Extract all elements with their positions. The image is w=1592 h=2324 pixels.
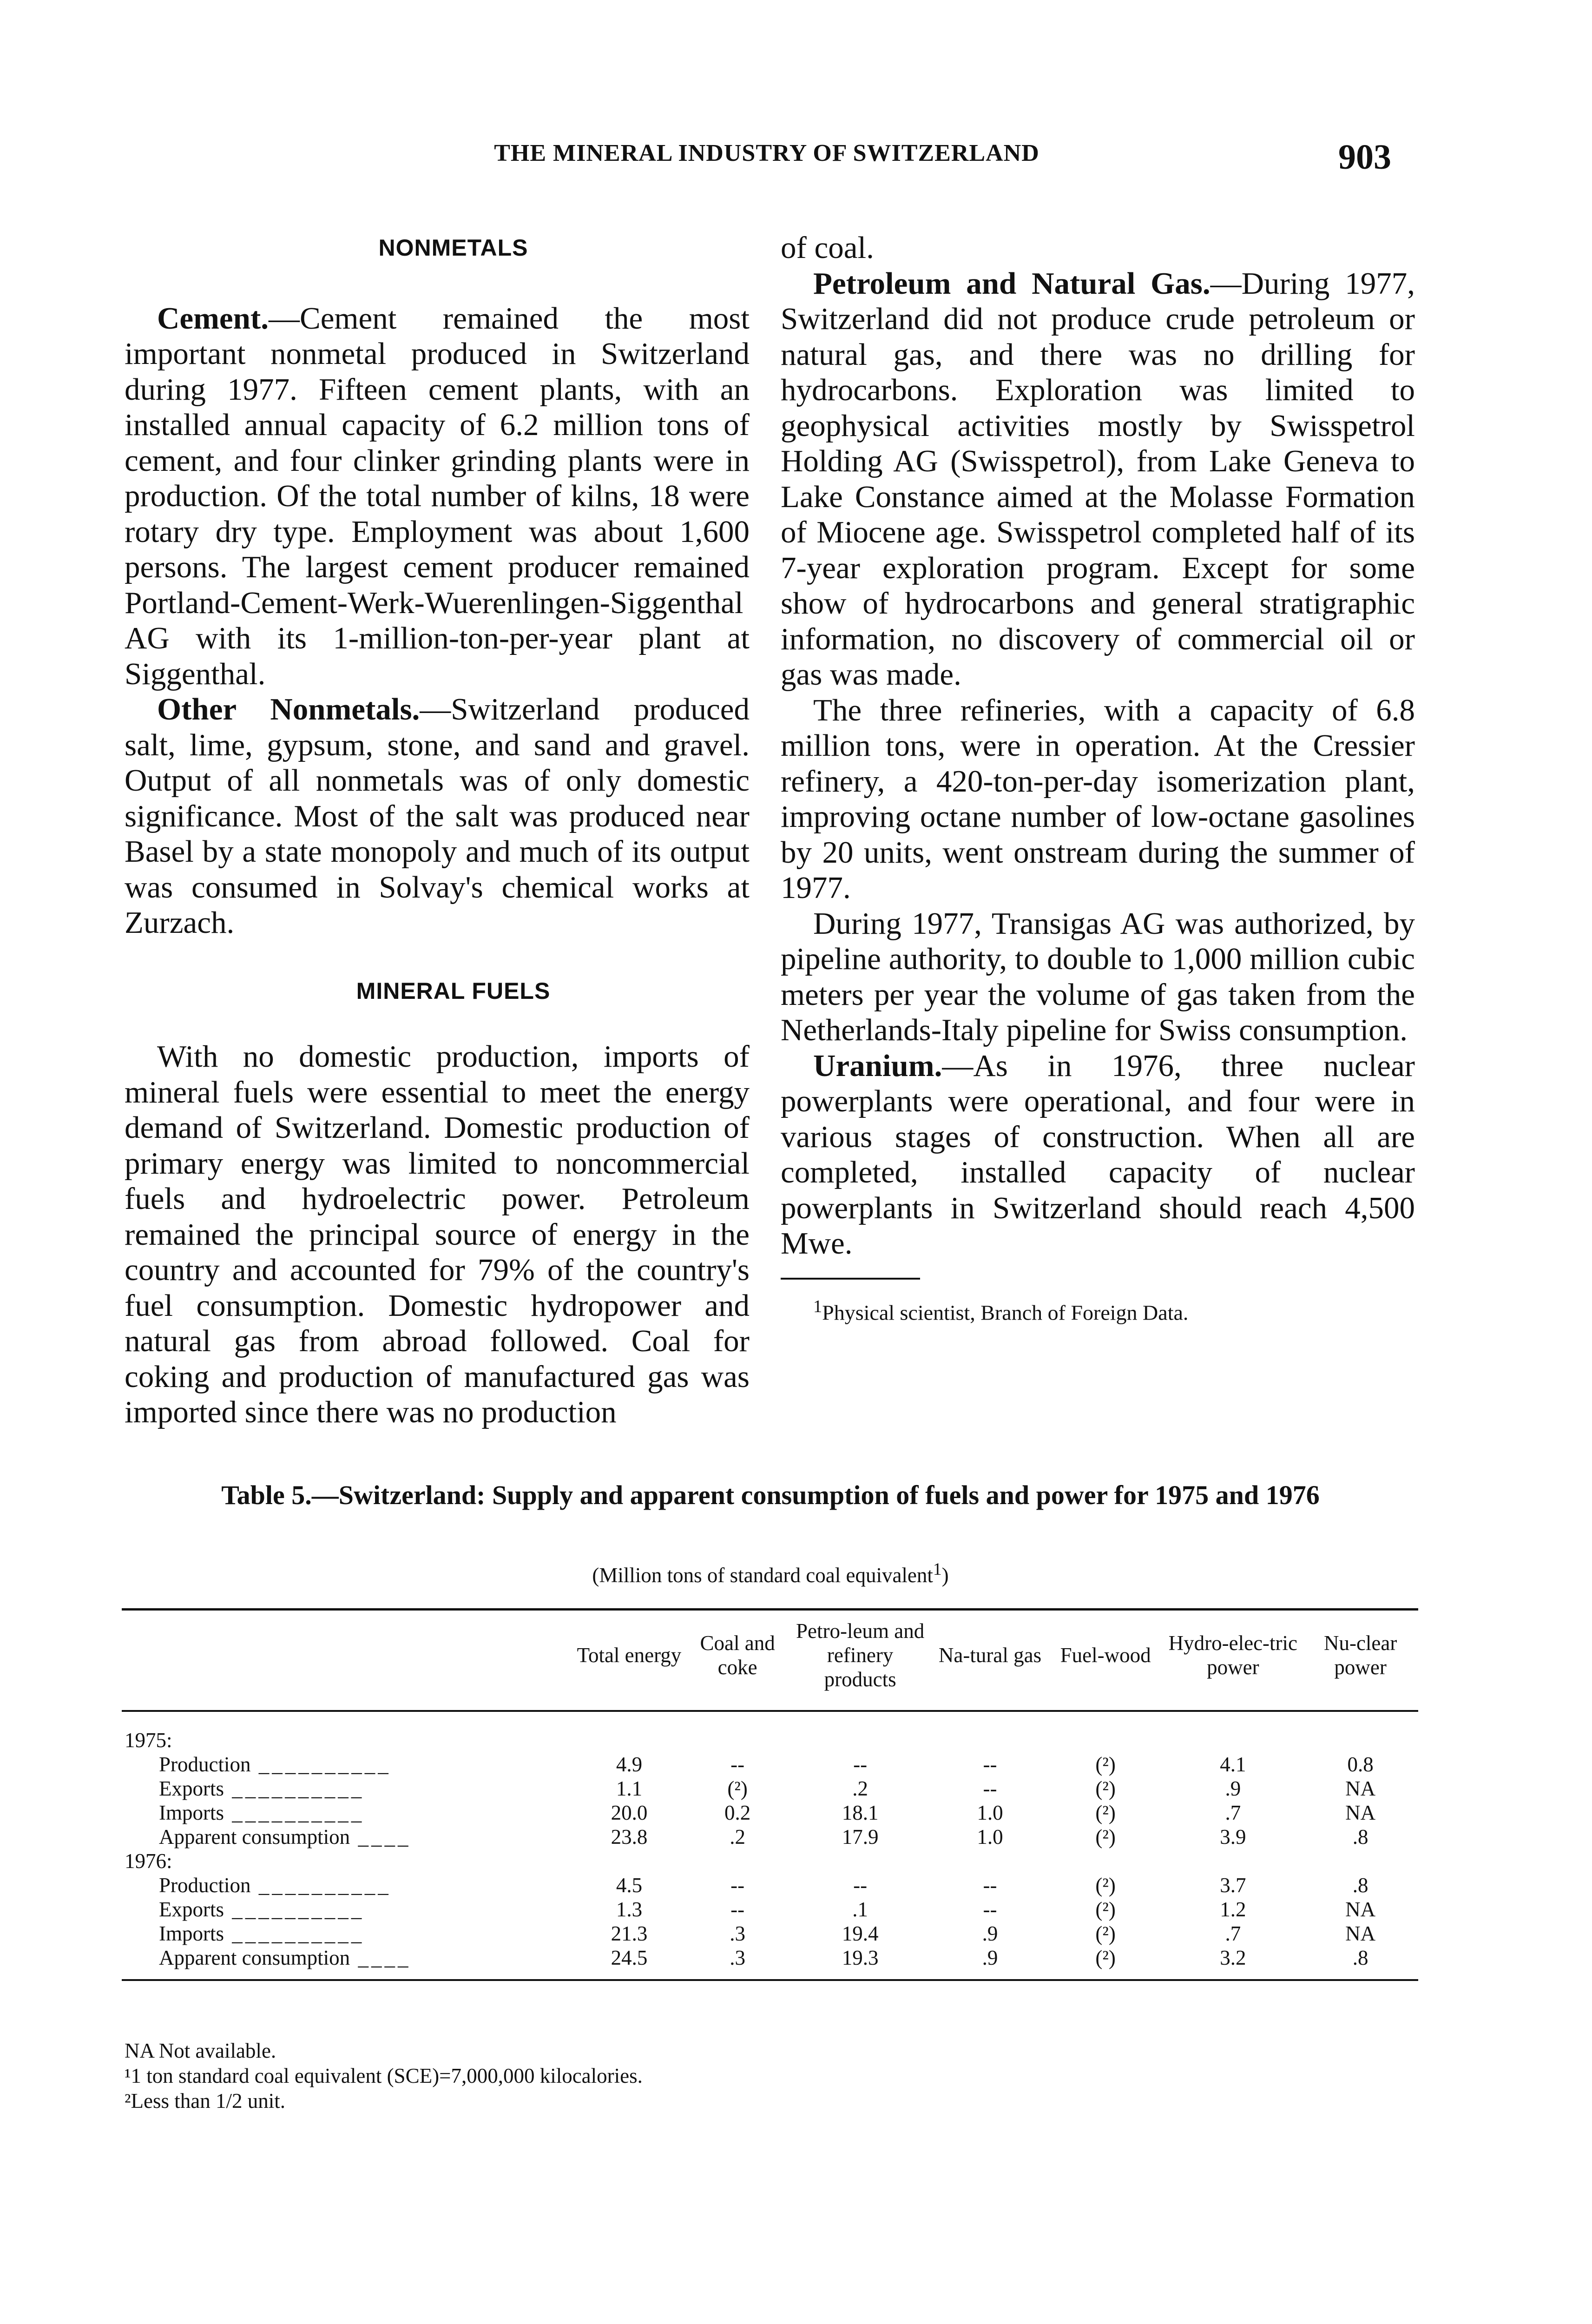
footnote-text: Physical scientist, Branch of Foreign Data. (822, 1300, 1189, 1324)
table-cell: 0.2 (724, 1801, 751, 1824)
table-cell: 18.1 (842, 1801, 879, 1824)
empty-cell (687, 1849, 788, 1873)
paragraph-uranium (781, 1048, 1415, 1261)
table-row (122, 1921, 1418, 1946)
leader-dots: __________ (224, 1922, 365, 1945)
year-row (122, 1711, 1418, 1752)
table-cell: 4.1 (1220, 1753, 1246, 1776)
table-cell: .1 (852, 1898, 868, 1921)
footnote-mark: 1 (813, 1296, 822, 1316)
data-table (122, 1608, 1418, 1981)
row-label-text: Apparent consumption (159, 1825, 350, 1849)
table-cell: 0.8 (1347, 1753, 1374, 1776)
row-label (122, 1873, 572, 1897)
table-cell: -- (983, 1777, 997, 1800)
table-cell: (²) (1095, 1922, 1116, 1945)
uranium-text: —As in 1976, three nuclear powerplants were operational, and four were in various stages of construction. When all are completed, installed capacity of nuclear powerplants in Switzerland should reach 4,500 Mwe. (781, 1048, 1415, 1261)
table-cell: (²) (1095, 1874, 1116, 1897)
row-label-text: Apparent consumption (159, 1946, 350, 1969)
table-cell: 4.5 (616, 1874, 643, 1897)
table-row (122, 1946, 1418, 1980)
paragraph-petroleum (781, 266, 1415, 693)
table-cell: .7 (1225, 1801, 1241, 1824)
row-label (122, 1897, 572, 1921)
table-cell: 19.3 (788, 1946, 932, 1980)
table-cell: .8 (1352, 1825, 1368, 1849)
table-cell: 23.8 (611, 1825, 648, 1849)
table-cell: .7 (1225, 1922, 1241, 1945)
other-nonmetals-text: —Switzerland produced salt, lime, gypsum, stone, and sand and gravel. Output of all nonmetals was of only domestic significance. Most of the salt was produced near Basel by a state monopoly and much of its output was consumed in Solvay's chemical works at Zurzach. (125, 692, 750, 940)
table-cell: -- (730, 1874, 745, 1897)
table-cell: 1.0 (977, 1801, 1003, 1824)
empty-cell (932, 1849, 1048, 1873)
table-row (122, 1825, 1418, 1849)
table-note: NA Not available. (125, 2039, 276, 2062)
empty-cell (1048, 1711, 1164, 1752)
column-header: Na-tural gas (932, 1610, 1048, 1711)
table-cell: -- (730, 1753, 745, 1776)
table-cell: .9 (932, 1946, 1048, 1980)
run-in-head-other-nonmetals: Other Nonmetals. (157, 692, 420, 726)
table-cell: .3 (687, 1946, 788, 1980)
table-cell: (²) (1095, 1825, 1116, 1849)
paragraph-continuation: of coal. (781, 231, 874, 265)
table-cell: 21.3 (611, 1922, 648, 1945)
empty-cell (572, 1849, 687, 1873)
leader-dots: ____ (350, 1946, 411, 1969)
row-label (122, 1776, 572, 1801)
table-cell: .9 (1225, 1777, 1241, 1800)
leader-dots: __________ (224, 1801, 365, 1824)
table-cell: .8 (1352, 1874, 1368, 1897)
table-cell: -- (853, 1874, 868, 1897)
leader-dots: __________ (224, 1777, 365, 1800)
leader-dots: __________ (250, 1753, 391, 1776)
empty-cell (1048, 1849, 1164, 1873)
table-title: Table 5.—Switzerland: Supply and apparent consumption of fuels and power for 1975 and 1976 (221, 1480, 1320, 1510)
empty-cell (788, 1711, 932, 1752)
column-header: Total energy (572, 1610, 687, 1711)
table-cell: NA (1345, 1801, 1376, 1824)
footnote-rule (781, 1278, 920, 1280)
table-note: ¹1 ton standard coal equivalent (SCE)=7,000,000 kilocalories. (125, 2064, 643, 2087)
section-heading-nonmetals: NONMETALS (378, 235, 528, 261)
table-unit (125, 1559, 1416, 1587)
table-cell: (²) (727, 1777, 748, 1800)
row-label-text: Imports (159, 1922, 224, 1945)
row-label-text: Production (159, 1753, 251, 1776)
column-header: Hydro-elec-tric power (1163, 1610, 1303, 1711)
row-label-text: Exports (159, 1898, 224, 1921)
run-in-head-uranium: Uranium. (813, 1048, 942, 1083)
table-header-row (122, 1610, 1418, 1711)
year-label: 1976: (125, 1849, 172, 1873)
year-label: 1975: (125, 1729, 172, 1752)
table-cell: -- (983, 1874, 997, 1897)
table-cell: -- (983, 1898, 997, 1921)
column-header: Coal and coke (687, 1610, 788, 1711)
empty-cell (572, 1711, 687, 1752)
table-cell: (²) (1095, 1898, 1116, 1921)
row-label-text: Imports (159, 1801, 224, 1824)
table-cell: 24.5 (572, 1946, 687, 1980)
table-cell: 1.2 (1220, 1898, 1246, 1921)
row-label (122, 1801, 572, 1825)
row-label-text: Production (159, 1874, 251, 1897)
empty-cell (687, 1711, 788, 1752)
leader-dots: ____ (350, 1825, 411, 1849)
paragraph-refineries: The three refineries, with a capacity of 6.8 million tons, were in operation. At the Cressier refinery, a 420-ton-per-day isomerization plant, improving octane number of low-octane gasolines by 20 units, went onstream during the summer of 1977. (781, 693, 1415, 905)
table-notes (125, 2038, 643, 2113)
table-cell: NA (1345, 1922, 1376, 1945)
table-cell: (²) (1095, 1801, 1116, 1824)
running-head: THE MINERAL INDUSTRY OF SWITZERLAND (494, 140, 1039, 166)
row-label (122, 1825, 572, 1849)
right-column (781, 230, 1415, 1326)
row-label (122, 1752, 572, 1776)
table-cell: 19.4 (842, 1922, 879, 1945)
table-unit-close: ) (941, 1564, 949, 1587)
table-cell: NA (1345, 1777, 1376, 1800)
table-unit-text: (Million tons of standard coal equivalent (592, 1564, 933, 1587)
stub-header (122, 1610, 572, 1711)
table-cell: 1.3 (616, 1898, 643, 1921)
table-note: ²Less than 1/2 unit. (125, 2089, 285, 2113)
year-row (122, 1849, 1418, 1873)
table-cell: 3.2 (1163, 1946, 1303, 1980)
row-label (122, 1946, 572, 1980)
column-header: Fuel-wood (1048, 1610, 1164, 1711)
empty-cell (932, 1711, 1048, 1752)
row-label (122, 1921, 572, 1946)
table-cell: 17.9 (842, 1825, 879, 1849)
table-cell: 3.7 (1220, 1874, 1246, 1897)
paragraph-transigas: During 1977, Transigas AG was authorized, by pipeline authority, to double to 1,000 million cubic meters per year the volume of gas taken from the Netherlands-Italy pipeline for Swiss consumption. (781, 906, 1415, 1047)
empty-cell (1163, 1711, 1303, 1752)
column-header: Nu-clear power (1303, 1610, 1418, 1711)
table-cell: .8 (1303, 1946, 1418, 1980)
empty-cell (1303, 1849, 1418, 1873)
column-header: Petro-leum and refinery products (788, 1610, 932, 1711)
table-cell: NA (1345, 1898, 1376, 1921)
leader-dots: __________ (250, 1874, 391, 1897)
table-row (122, 1897, 1418, 1921)
table-cell: -- (983, 1753, 997, 1776)
table-row (122, 1873, 1418, 1897)
row-label-text: Exports (159, 1777, 224, 1800)
table-body (122, 1711, 1418, 1980)
table-cell: 20.0 (611, 1801, 648, 1824)
empty-cell (1303, 1711, 1418, 1752)
table-cell: .2 (852, 1777, 868, 1800)
paragraph-cement (125, 301, 750, 692)
empty-cell (1163, 1849, 1303, 1873)
paragraph-mineral-fuels: With no domestic production, imports of mineral fuels were essential to meet the energy demand of Switzerland. Domestic production of primary energy was limited to noncommercial fuels and hydroelectric power. Petroleum remained the principal source of energy in the country and accounted for 79% of the country's fuel consumption. Domestic hydropower and natural gas from abroad followed. Coal for coking and production of manufactured gas was imported since there was no production (125, 1039, 750, 1429)
table-cell: 4.9 (616, 1753, 643, 1776)
empty-cell (788, 1849, 932, 1873)
run-in-head-petroleum: Petroleum and Natural Gas. (813, 266, 1210, 301)
run-in-head-cement: Cement. (157, 301, 269, 336)
table-row (122, 1801, 1418, 1825)
left-column (125, 230, 750, 1430)
table-cell: 1.0 (977, 1825, 1003, 1849)
table-cell: 1.1 (616, 1777, 643, 1800)
footnote (781, 1294, 1415, 1326)
table-cell: .3 (730, 1922, 745, 1945)
paragraph-other-nonmetals (125, 692, 750, 941)
cement-text: —Cement remained the most important nonmetal produced in Switzerland during 1977. Fifteen cement plants, with an installed annual capacity of 6.2 million tons of cement, and four clinker grinding plants were in production. Of the total number of kilns, 18 were rotary dry type. Employment was about 1,600 persons. The largest cement producer remained Portland-Cement-Werk-Wuerenlingen-Siggenthal AG with its 1-million-ton-per-year plant at Siggenthal. (125, 301, 750, 691)
table-cell: (²) (1095, 1753, 1116, 1776)
section-heading-mineral-fuels: MINERAL FUELS (356, 977, 551, 1004)
table-unit-mark: 1 (933, 1560, 942, 1579)
table-cell: .2 (730, 1825, 745, 1849)
table-row (122, 1752, 1418, 1776)
table-cell: (²) (1095, 1777, 1116, 1800)
table-cell: (²) (1048, 1946, 1164, 1980)
table-cell: .9 (982, 1922, 998, 1945)
table-row (122, 1776, 1418, 1801)
table-cell: -- (853, 1753, 868, 1776)
leader-dots: __________ (224, 1898, 365, 1921)
petroleum-text: —During 1977, Switzerland did not produce crude petroleum or natural gas, and there was no drilling for hydrocarbons. Exploration was limited to geophysical activities mostly by Swisspetrol Holding AG (Swisspetrol), from Lake Geneva to Lake Constance aimed at the Molasse Formation of Miocene age. Swisspetrol completed half of its 7-year exploration program. Except for some show of hydrocarbons and general stratigraphic information, no discovery of commercial oil or gas was made. (781, 266, 1415, 692)
page-number: 903 (1338, 138, 1391, 177)
table-cell: 3.9 (1220, 1825, 1246, 1849)
table-cell: -- (730, 1898, 745, 1921)
